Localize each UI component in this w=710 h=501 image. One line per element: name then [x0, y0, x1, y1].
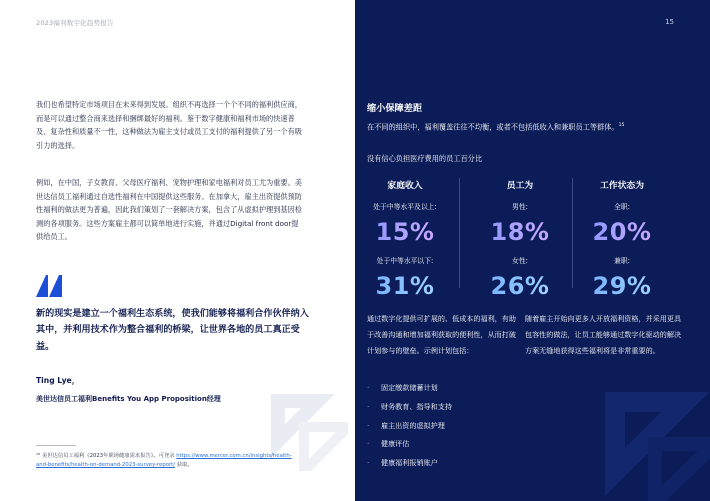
stat-column-income [355, 176, 460, 304]
section-intro [367, 120, 687, 133]
paragraph-china-example: 例如，在中国，子女教育、父母医疗福利、宠物护理和家电福利对员工尤为重要。美世达信员工福利通过自选性福利在中国提供这些服务。在加拿大，雇主出资提供预防性福利的做法更为普遍，因此我们策划了一套解决方案，包含了从虚拟护理到基因检测的各项服务。这些方案雇主都可以简单地进行实施，并通过Digital front door提供给员工。 [36, 178, 302, 242]
list-item-label: 固定缴款储蓄计划 [381, 383, 438, 392]
quote-author-name: Ting Lye， [36, 376, 80, 385]
decorative-chevron-icon [575, 372, 710, 501]
example-plan-list [367, 379, 452, 473]
list-item-label: 财务教育、指导和支持 [381, 401, 452, 411]
stat-label: 女性: [512, 257, 528, 265]
list-item [367, 379, 452, 398]
bullet-dot-icon: · [367, 458, 370, 468]
footnote-text: 美世达信员工福利《2023年职场健康需求报告》。可登录 [41, 453, 175, 459]
footnote [36, 452, 301, 470]
bullet-dot-icon: · [367, 383, 370, 392]
stat-value: 31% [355, 268, 460, 304]
body-text-right: 随着雇主开始向更多人开放福利资格，并采用更具包容性的做法，让员工能够通过数字化驱动的解决方案无缝地获得这些福利将是非常重要的。 [525, 314, 682, 355]
footnote-tail: 获取。 [176, 462, 193, 468]
section-intro-text: 在不同的组织中，福利覆盖往往不均衡，或者不包括低收入和兼职员工等群体。 [367, 122, 619, 132]
stat-column-work-status [567, 176, 677, 304]
list-item [367, 398, 452, 417]
stat-label: 全职: [614, 203, 630, 211]
stat-column-heading: 员工为 [506, 181, 534, 191]
stat-label: 处于中等水平及以上: [373, 203, 437, 211]
page-number: 15 [665, 18, 674, 26]
stat-column-gender [465, 176, 575, 304]
bullet-dot-icon: · [367, 439, 370, 449]
footnote-link[interactable]: https://www.mercer.com.cn/insights/health-and-benefits/health-on-demand-2023-survey-report/ [36, 453, 292, 468]
list-item-label: 雇主出资的虚拟护理 [381, 420, 445, 430]
stat-value: 20% [567, 214, 677, 250]
stat-column-heading: 工作状态为 [600, 181, 644, 191]
pull-quote: 新的现实是建立一个福利生态系统，使我们能够将福利合作伙伴纳入其中，并利用技术作为整合福利的桥梁，让世界各地的员工真正受益。 [36, 309, 309, 352]
list-item-label: 健康福利报销账户 [381, 458, 438, 468]
running-head: 2023福利数字化趋势报告 [36, 19, 114, 27]
quote-author-title: 美世达信员工福利Benefits You App Proposition经理 [36, 395, 221, 403]
stat-label: 男性: [512, 203, 528, 211]
bullet-dot-icon: · [367, 401, 370, 411]
stats-caption: 没有信心负担医疗费用的员工百分比 [367, 154, 483, 163]
stat-label: 处于中等水平以下: [376, 257, 434, 265]
paragraph-integrators: 我们也希望特定市场项目在未来得到发展。组织不再选择一个个不同的福利供应商，而是可以通过整合商来选择和捆绑最好的福利。鉴于数字健康和福利市场的快速普及、复杂性和质量不一性，这种做法为雇主支付或员工支付的福利提供了另一个有吸引力的选择。 [36, 100, 302, 150]
list-item [367, 435, 452, 454]
bullet-dot-icon: · [367, 420, 370, 430]
stat-value: 26% [465, 268, 575, 304]
footnote-marker: ¹⁵ [36, 453, 41, 459]
footnote-rule [36, 445, 76, 446]
stat-value: 15% [355, 214, 460, 250]
stat-value: 29% [567, 268, 677, 304]
right-page [355, 0, 710, 501]
list-item-label: 健康评估 [381, 439, 410, 449]
quote-mark-icon [36, 275, 62, 297]
stat-label: 兼职: [614, 257, 630, 265]
stat-column-heading: 家庭收入 [387, 181, 423, 191]
list-item [367, 417, 452, 436]
body-text-left: 通过数字化提供可扩展的、低成本的福利，有助于改善沟通和增加福利获取的便利性，从而打破计划参与的壁垒。示例计划包括： [367, 314, 516, 355]
section-intro-footnote-ref: 15 [618, 123, 625, 128]
section-heading: 缩小保障差距 [367, 103, 423, 114]
stat-value: 18% [465, 214, 575, 250]
list-item [367, 454, 452, 473]
